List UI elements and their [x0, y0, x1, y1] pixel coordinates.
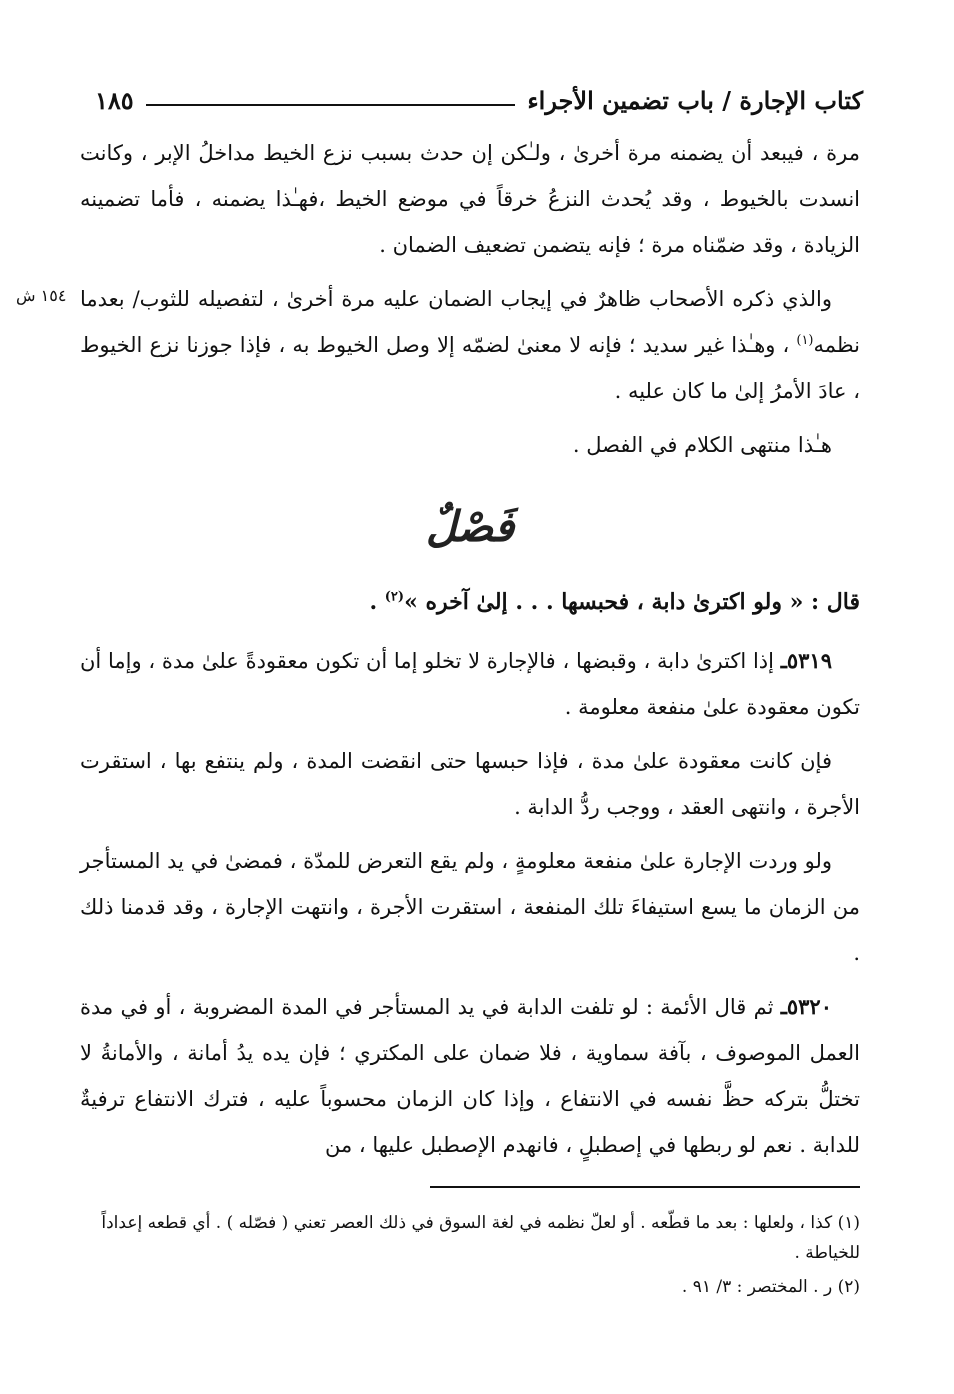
- section-heading: [80, 502, 860, 572]
- main-text: [80, 130, 860, 1176]
- footnote-2: [80, 1272, 860, 1302]
- paragraph-ashab-text: والذي ذكره الأصحاب ظاهرٌ في إيجاب الضمان عليه مرة أخرىٰ ، لتفصيله للثوب/ بعدما نظمه: [80, 287, 860, 357]
- paragraph-5319-text: إذا اكترىٰ دابة ، وقبضها ، فالإجارة لا تخلو إما أن تكون معقودةً علىٰ مدة ، وإما أن تكون معقودة علىٰ منفعة معلومة .: [80, 649, 860, 719]
- section-heading-text: فَصْلٌ: [425, 502, 515, 551]
- paragraph-5320-text: ثم قال الأئمة : لو تلفت الدابة في يد المستأجر في المدة المضروبة ، أو في مدة العمل الموصوف ، بآفة سماوية ، فلا ضمان على المكتري ؛ فإن يده يدُ أمانة ، والأمانةُ لا تختلُّ بتركه حظَّ نفسه في الانتفاع ، وإذا كان الزمان محسوباً عليه ، فترك الانتفاع ترفيةٌ للدابة . نعم لو ربطها في إصطبلٍ ، فانهدم الإصطبل عليها ، من: [80, 995, 860, 1157]
- qala-text: قال : « ولو اكترىٰ دابة ، فحبسها . . . إلىٰ آخره »: [404, 589, 860, 615]
- paragraph-5319: [80, 638, 860, 730]
- paragraph-continuation: مرة ، فيبعد أن يضمنه مرة أخرىٰ ، ولـٰكن إن حدث بسبب نزع الخيط مداخلُ الإبر ، وكانت انسدت بالخيوط ، وقد يُحدث النزعُ خرقاً في موضع الخيط ،فهـٰذا يضمنه ، فأما تضمينه الزيادة ، وقد ضمّناه مرة ؛ فإنه يتضمن تضعيف الضمان .: [80, 141, 860, 257]
- paragraph-ashab-rest: ، وهـٰذا غير سديد ؛ فإنه لا معنىٰ لضمّه إلا وصل الخيوط به ، فإذا جوزنا نزع الخيوط ، عادَ الأمرُ إلىٰ ما كان عليه .: [80, 333, 860, 403]
- page-number: ١٨٥: [95, 85, 134, 115]
- header-title: كتاب الإجارة / باب تضمين الأجراء: [527, 85, 863, 115]
- header-rule: [146, 104, 516, 106]
- footnote-2-mark: (٢): [837, 1277, 860, 1297]
- paragraph-manfaa: ولو وردت الإجارة علىٰ منفعة معلومةٍ ، ولم يقع التعرض للمدّة ، فمضىٰ في يد المستأجر من الزمان ما يسع استيفاءَ تلك المنفعة ، استقرت الأجرة ، وانتهت الإجارة ، وقد قدمنا ذلك .: [80, 849, 860, 965]
- paragraph-5320: [80, 984, 860, 1168]
- footnote-1-mark: (١): [837, 1213, 860, 1233]
- paragraph-number-5319: ٥٣١٩ـ: [780, 648, 832, 673]
- margin-note: ١٥٤ ش: [16, 286, 67, 305]
- footnote-separator: [430, 1186, 860, 1188]
- paragraph-mudda: فإن كانت معقودة علىٰ مدة ، فإذا حبسها حتى انقضت المدة ، ولم ينتفع بها ، استقرت الأجرة ، وانتهى العقد ، ووجب ردُّ الدابة .: [80, 749, 860, 819]
- footnote-1: [80, 1208, 860, 1268]
- qala-line: [80, 578, 860, 626]
- paragraph-number-5320: ٥٣٢٠ـ: [780, 994, 832, 1019]
- running-header: [95, 80, 863, 120]
- footnotes: [80, 1208, 860, 1306]
- footnote-2-text: ر . المختصر : ٣/ ٩١ .: [681, 1277, 833, 1297]
- footnote-1-text: كذا ، ولعلها : بعد ما قطّعه . أو لعلّ نظمه في لغة السوق في ذلك العصر تعني ( فصّله ) . أي قطعه إعداداً للخياطة .: [101, 1213, 860, 1263]
- paragraph-end-of-section: هـٰذا منتهى الكلام في الفصل .: [572, 433, 832, 457]
- paragraph-ashab: [80, 276, 860, 414]
- footnote-ref-2: (٢): [384, 589, 405, 605]
- qala-tail: .: [369, 589, 385, 615]
- footnote-ref-1: (١): [796, 333, 814, 348]
